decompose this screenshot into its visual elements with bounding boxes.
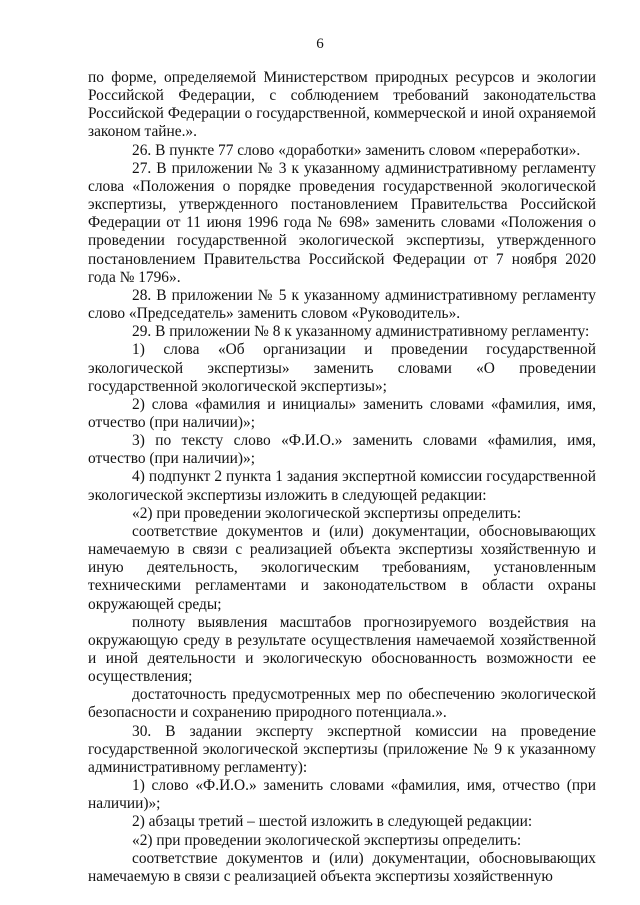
paragraph: по форме, определяемой Министерством природных ресурсов и экологии Российской Федерации, с соблюдением требований законодательства Российской Федерации о государственной, коммерческой и иной охраняемой законом тайне.».	[88, 69, 596, 141]
paragraph: соответствие документов и (или) документации, обосновывающих намечаемую в связи с реализацией объекта экспертизы хозяйственную и иную деятельность, экологическим требованиям, установленным техническими регламентами и законодательством в области охраны окружающей среды;	[88, 522, 596, 613]
paragraph: «2) при проведении экологической экспертизы определить:	[132, 504, 522, 522]
paragraph: 1) слово «Ф.И.О.» заменить словами «фамилия, имя, отчество (при наличии)»;	[88, 777, 596, 813]
paragraph: «2) при проведении экологической экспертизы определить:	[132, 831, 522, 849]
paragraph: 30. В задании эксперту экспертной комиссии на проведение государственной экологической экспертизы (приложение № 9 к указанному административному регламенту):	[88, 722, 596, 776]
paragraph: достаточность предусмотренных мер по обеспечению экологической безопасности и сохранению природного потенциала.».	[88, 686, 596, 722]
paragraph: 29. В приложении № 8 к указанному административному регламенту:	[132, 323, 590, 341]
paragraph: 4) подпункт 2 пункта 1 задания экспертной комиссии государственной экологической экспертизы изложить в следующей редакции:	[88, 468, 596, 504]
paragraph: 1) слова «Об организации и проведении государственной экологической экспертизы» заменить словами «О проведении государственной экологической экспертизы»;	[88, 341, 596, 395]
paragraph: 2) слова «фамилия и инициалы» заменить словами «фамилия, имя, отчество (при наличии)»;	[88, 395, 596, 431]
paragraph: полноту выявления масштабов прогнозируемого воздействия на окружающую среду в результате осуществления намечаемой хозяйственной и иной деятельности и экологическую обоснованность возможности ее осуществления;	[88, 613, 596, 686]
paragraph: соответствие документов и (или) документации, обосновывающих намечаемую в связи с реализацией объекта экспертизы хозяйственную	[88, 849, 596, 885]
document-body	[88, 69, 596, 886]
paragraph: 27. В приложении № 3 к указанному административному регламенту слова «Положения о порядке проведения государственной экологической экспертизы, утвержденного постановлением Правительства Российской Федерации от 11 июня 1996 года № 698» заменить словами «Положения о проведении государственной экологической экспертизы, утвержденного постановлением Правительства Российской Федерации от 7 ноября 2020 года № 1796».	[88, 159, 596, 286]
paragraph: 28. В приложении № 5 к указанному административному регламенту слово «Председатель» заменить словом «Руководитель».	[88, 286, 596, 323]
paragraph: 26. В пункте 77 слово «доработки» заменить словом «переработки».	[132, 141, 581, 159]
page-number: 6	[316, 36, 324, 52]
paragraph: 2) абзацы третий – шестой изложить в следующей редакции:	[132, 813, 533, 831]
paragraph: 3) по тексту слово «Ф.И.О.» заменить словами «фамилия, имя, отчество (при наличии)»;	[88, 432, 596, 468]
